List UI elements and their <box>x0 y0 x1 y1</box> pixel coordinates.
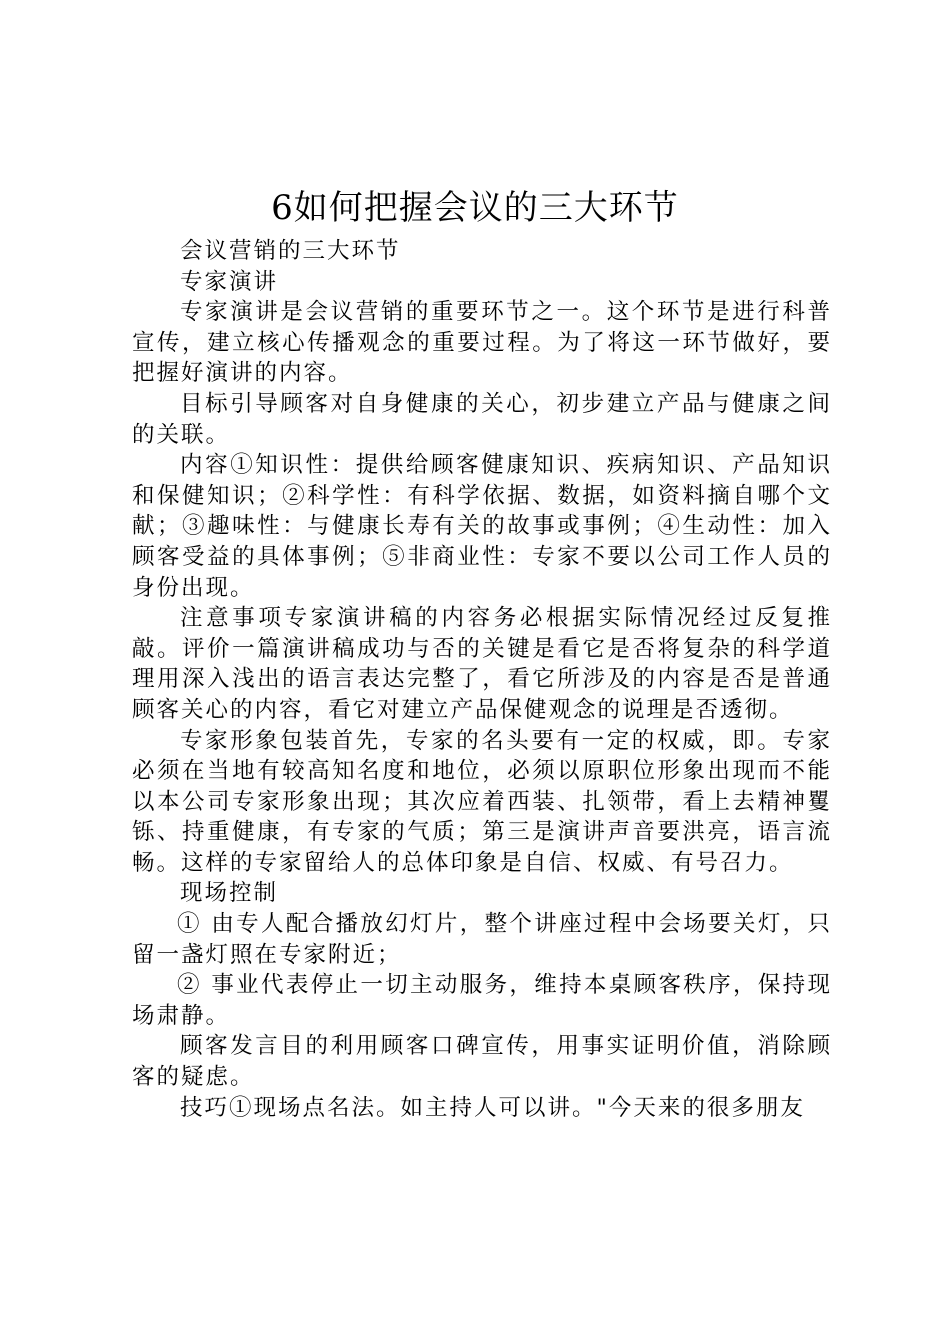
paragraph-notes: 注意事项专家演讲稿的内容务必根据实际情况经过反复推敲。评价一篇演讲稿成功与否的关键是看它是否将复杂的科学道理用深入浅出的语言表达完整了，看它所涉及的内容是否是普通顾客关心的内容，看它对建立产品保健观念的说理是否透彻。 <box>132 605 832 723</box>
paragraph-goal: 目标引导顾客对自身健康的关心，初步建立产品与健康之间的关联。 <box>132 390 832 448</box>
section-heading-site-control: 现场控制 <box>180 880 279 907</box>
paragraph-speech-intro: 专家演讲是会议营销的重要环节之一。这个环节是进行科普宣传，建立核心传播观念的重要过程。为了将这一环节做好，要把握好演讲的内容。 <box>132 299 832 387</box>
paragraph-techniques: 技巧①现场点名法。如主持人可以讲。"今天来的很多朋友 <box>180 1094 805 1121</box>
document-body <box>132 236 832 1123</box>
paragraph-customer-speech: 顾客发言目的利用顾客口碑宣传，用事实证明价值，消除顾客的疑虑。 <box>132 1033 832 1091</box>
document-title: 6如何把握会议的三大环节 <box>271 188 679 228</box>
paragraph-content: 内容①知识性：提供给顾客健康知识、疾病知识、产品知识和保健知识；②科学性：有科学依据、数据，如资料摘自哪个文献；③趣味性：与健康长寿有关的故事或事例；④生动性：加入顾客受益的具体事例；⑤非商业性：专家不要以公司工作人员的身份出现。 <box>132 452 832 601</box>
section-heading-expert-speech: 专家演讲 <box>180 268 279 295</box>
list-item-service: ② 事业代表停止一切主动服务，维持本桌顾客秩序，保持现场肃静。 <box>132 972 832 1029</box>
list-item-slides: ① 由专人配合播放幻灯片，整个讲座过程中会场要关灯，只留一盏灯照在专家附近； <box>132 911 832 968</box>
subheading-three-stages: 会议营销的三大环节 <box>180 238 401 264</box>
paragraph-expert-image: 专家形象包装首先，专家的名头要有一定的权威，即。专家必须在当地有较高知名度和地位，必须以原职位形象出现而不能以本公司专家形象出现；其次应着西装、扎领带，看上去精神矍铄、持重健康，有专家的气质；第三是演讲声音要洪亮，语言流畅。这样的专家留给人的总体印象是自信、权威、有号召力。 <box>132 727 832 876</box>
